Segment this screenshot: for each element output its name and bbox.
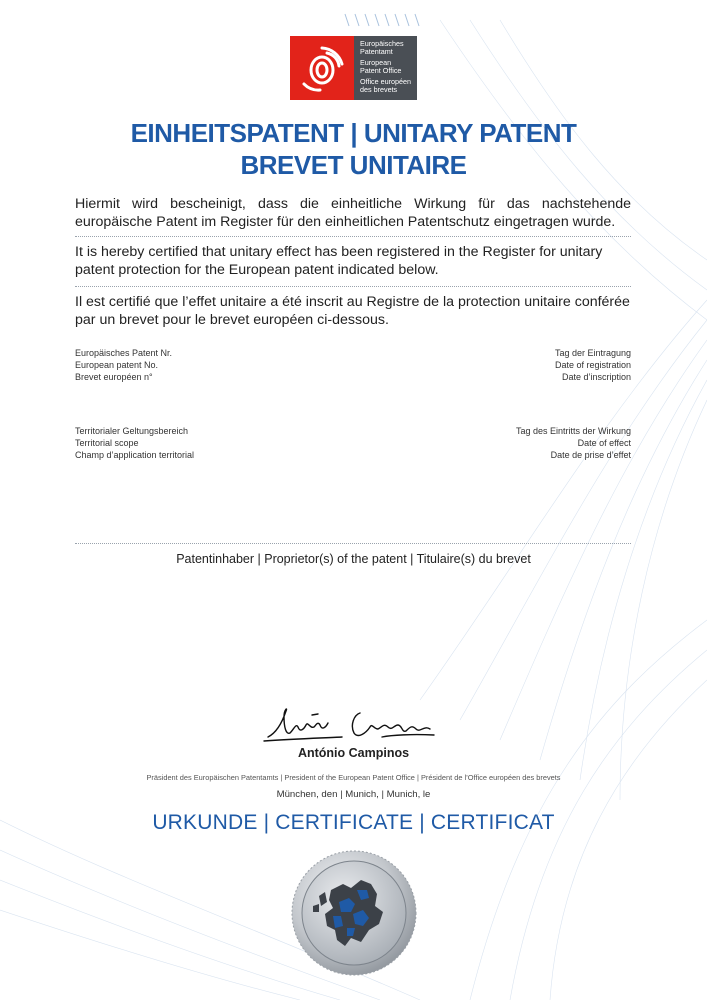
- label-en: Date of effect: [577, 438, 631, 449]
- label-de: Tag des Eintritts der Wirkung: [515, 426, 631, 436]
- patent-number-label: [75, 347, 172, 384]
- statement-french: Il est certifié que l’effet unitaire a été inscrit au Registre de la protection unitaire conférée par un brevet pour le brevet européen ci-dessous.: [75, 294, 630, 328]
- logo-line: Office européen: [360, 77, 412, 86]
- europe-map-seal-icon: [291, 850, 417, 976]
- logo-line: European: [360, 58, 392, 67]
- divider: [75, 543, 631, 544]
- label-fr: Date d’inscription: [561, 372, 631, 383]
- place-date-line: München, den | Munich, | Munich, le: [276, 789, 431, 800]
- signature-image: [262, 703, 442, 745]
- label-fr: Date de prise d’effet: [550, 450, 631, 461]
- label-de: Territorialer Geltungsbereich: [75, 426, 189, 436]
- divider: [75, 236, 631, 237]
- logo-line: Patentamt: [360, 47, 393, 56]
- logo-line: Europäisches: [360, 39, 404, 48]
- label-fr: Champ d’application territorial: [75, 450, 195, 461]
- signatory-name: António Campinos: [297, 746, 410, 760]
- document-title-line1: EINHEITSPATENT | UNITARY PATENT: [130, 118, 577, 148]
- statement-english: It is hereby certified that unitary effect has been registered in the Register for unitary patent protection for the European patent indicated below.: [75, 244, 603, 278]
- label-en: European patent No.: [75, 360, 159, 371]
- epo-logo: [290, 36, 417, 100]
- proprietor-label: Patentinhaber | Proprietor(s) of the patent | Titulaire(s) du brevet: [176, 552, 531, 566]
- divider: [75, 286, 631, 287]
- epo-logo-text: [354, 36, 417, 100]
- label-fr: Brevet européen n°: [75, 372, 153, 383]
- signatory-title: Präsident des Europäischen Patentamts | President of the European Patent Office | Président de l’Office européen des brevets: [146, 773, 561, 782]
- date-of-effect-label: [516, 425, 631, 462]
- document-title-line2: BREVET UNITAIRE: [240, 150, 467, 180]
- territorial-scope-label: [75, 425, 194, 462]
- label-de: Tag der Eintragung: [554, 348, 631, 358]
- epo-emblem-icon: [290, 36, 354, 100]
- label-en: Date of registration: [554, 360, 631, 371]
- label-en: Territorial scope: [75, 438, 139, 449]
- logo-line: Patent Office: [360, 66, 402, 75]
- label-de: Europäisches Patent Nr.: [75, 348, 173, 358]
- logo-line: des brevets: [360, 85, 398, 94]
- statement-german: Hiermit wird bescheinigt, dass die einheitliche Wirkung für das nachstehende europäische Patent im Register für den einheitlichen Patentschutz eingetragen wurde.: [75, 196, 631, 230]
- certificate-heading: URKUNDE | CERTIFICATE | CERTIFICAT: [152, 811, 555, 834]
- registration-date-label: [555, 347, 631, 384]
